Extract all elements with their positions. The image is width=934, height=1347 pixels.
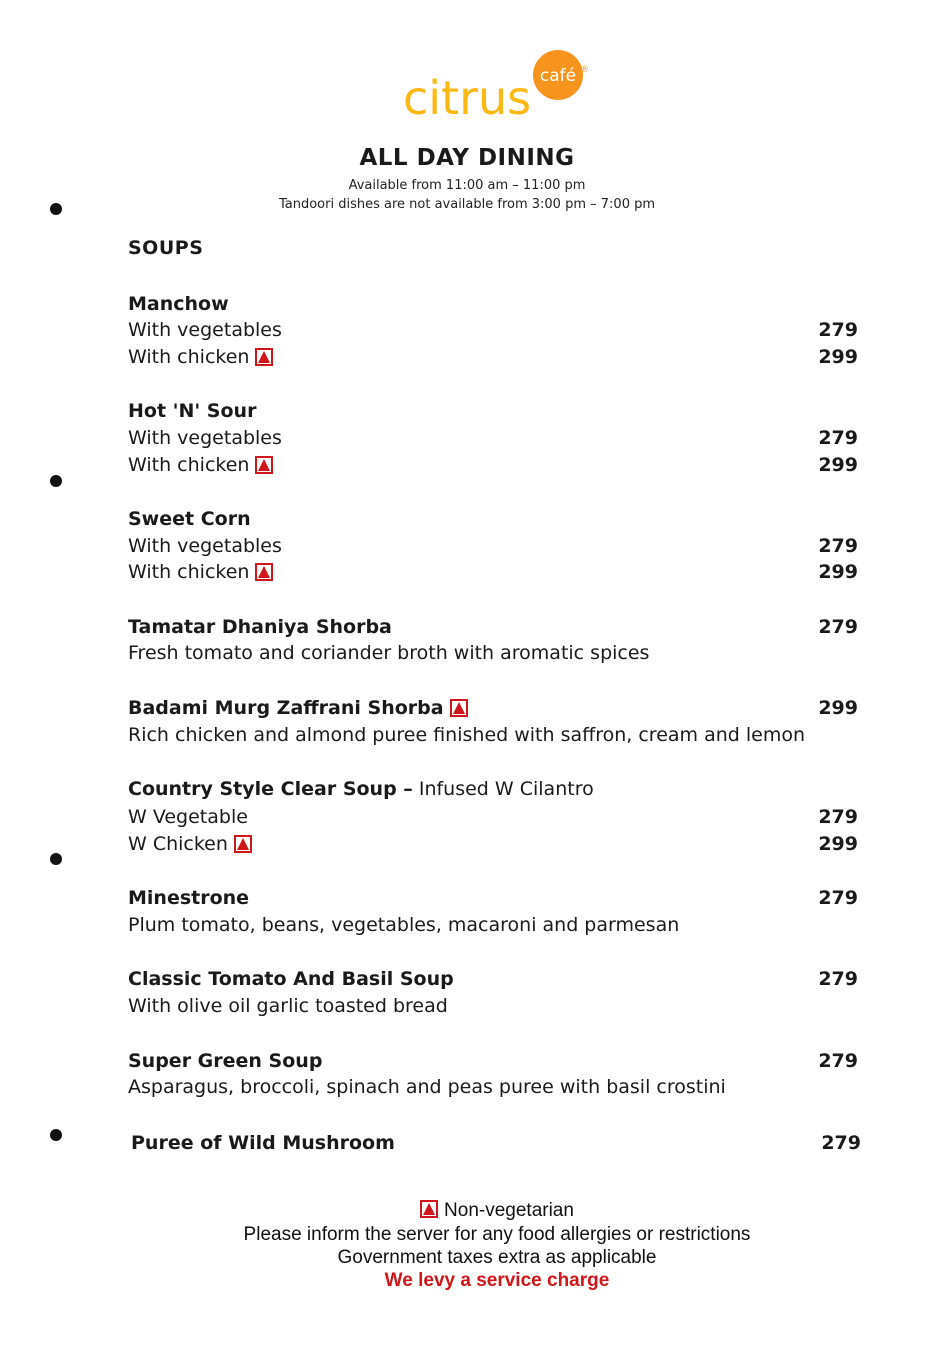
non-veg-legend	[0, 1200, 934, 1222]
menu-item-variant	[128, 344, 858, 371]
menu-item-variant	[128, 425, 858, 452]
non-veg-icon	[420, 1200, 438, 1218]
item-price: 299	[818, 833, 858, 855]
non-veg-icon	[255, 563, 273, 581]
item-variant: With chicken	[128, 561, 250, 583]
item-name: Country Style Clear Soup –	[128, 778, 413, 800]
item-description: Asparagus, broccoli, spinach and peas puree with basil crostini	[128, 1076, 726, 1098]
item-name: Tamatar Dhaniya Shorba	[128, 616, 392, 638]
item-price: 279	[818, 1050, 858, 1072]
menu-item-description	[128, 722, 858, 749]
item-variant: W Chicken	[128, 833, 228, 855]
menu-item-name	[128, 776, 858, 803]
menu-item-variant	[128, 831, 858, 858]
item-description: With olive oil garlic toasted bread	[128, 995, 448, 1017]
item-price: 299	[818, 346, 858, 368]
tandoori-note: Tandoori dishes are not available from 3:00 pm – 7:00 pm	[278, 197, 656, 212]
item-price: 299	[818, 561, 858, 583]
item-price: 279	[818, 616, 858, 638]
logo-badge-text: café	[539, 66, 577, 86]
item-variant: With vegetables	[128, 427, 282, 449]
item-variant: With vegetables	[128, 319, 282, 341]
item-variant: With chicken	[128, 454, 250, 476]
allergy-notice: Please inform the server for any food allergies or restrictions	[243, 1224, 751, 1245]
item-name: Badami Murg Zaffrani Shorba	[128, 697, 444, 719]
item-name: Manchow	[128, 293, 229, 315]
menu-item-variant	[128, 452, 858, 479]
item-price: 279	[818, 319, 858, 341]
item-variant: With chicken	[128, 346, 250, 368]
menu-item-name	[128, 695, 858, 722]
non-veg-icon	[234, 835, 252, 853]
item-description: Fresh tomato and coriander broth with aromatic spices	[128, 642, 650, 664]
item-price: 299	[818, 697, 858, 719]
menu-item-description	[128, 640, 858, 667]
item-price: 279	[821, 1132, 861, 1154]
punch-hole-2	[50, 475, 62, 487]
page-title: ALL DAY DINING	[359, 145, 575, 171]
item-name: Puree of Wild Mushroom	[131, 1132, 395, 1154]
menu-item-name	[128, 1048, 858, 1075]
menu-item-name	[128, 885, 858, 912]
punch-hole-1	[50, 203, 62, 215]
item-price: 279	[818, 427, 858, 449]
non-veg-icon	[450, 699, 468, 717]
citrus-cafe-logo	[400, 50, 600, 130]
logo-registered-mark: ®	[580, 65, 589, 75]
item-name-suffix: Infused W Cilantro	[418, 778, 594, 800]
menu-item-variant	[128, 804, 858, 831]
availability-hours: Available from 11:00 am – 11:00 pm	[348, 178, 586, 193]
menu-item-variant	[128, 559, 858, 586]
menu-item-name	[128, 506, 858, 533]
item-price: 279	[818, 968, 858, 990]
item-price: 279	[818, 806, 858, 828]
legend-text: Non-vegetarian	[444, 1200, 574, 1221]
item-price: 279	[818, 535, 858, 557]
item-variant: With vegetables	[128, 535, 282, 557]
menu-item-description	[128, 1074, 858, 1101]
item-variant: W Vegetable	[128, 806, 248, 828]
menu-item-name	[131, 1130, 861, 1157]
menu-item-name	[128, 291, 858, 318]
item-description: Rich chicken and almond puree finished with saffron, cream and lemon	[128, 724, 806, 746]
non-veg-icon	[255, 348, 273, 366]
item-name: Hot 'N' Sour	[128, 400, 257, 422]
item-price: 299	[818, 454, 858, 476]
punch-hole-3	[50, 853, 62, 865]
service-charge-notice: We levy a service charge	[384, 1270, 610, 1291]
item-description: Plum tomato, beans, vegetables, macaroni and parmesan	[128, 914, 680, 936]
menu-item-variant	[128, 533, 858, 560]
punch-hole-4	[50, 1129, 62, 1141]
menu-item-name	[128, 966, 858, 993]
item-name: Super Green Soup	[128, 1050, 323, 1072]
section-heading-soups: SOUPS	[128, 237, 204, 259]
menu-item-description	[128, 993, 858, 1020]
menu-item-description	[128, 912, 858, 939]
item-name: Classic Tomato And Basil Soup	[128, 968, 454, 990]
item-price: 279	[818, 887, 858, 909]
logo-brand-text: citrus	[403, 71, 532, 125]
tax-notice: Government taxes extra as applicable	[337, 1247, 657, 1268]
menu-item-variant	[128, 317, 858, 344]
non-veg-icon	[255, 456, 273, 474]
item-name: Minestrone	[128, 887, 250, 909]
item-name: Sweet Corn	[128, 508, 251, 530]
menu-item-name	[128, 614, 858, 641]
menu-item-name	[128, 398, 858, 425]
